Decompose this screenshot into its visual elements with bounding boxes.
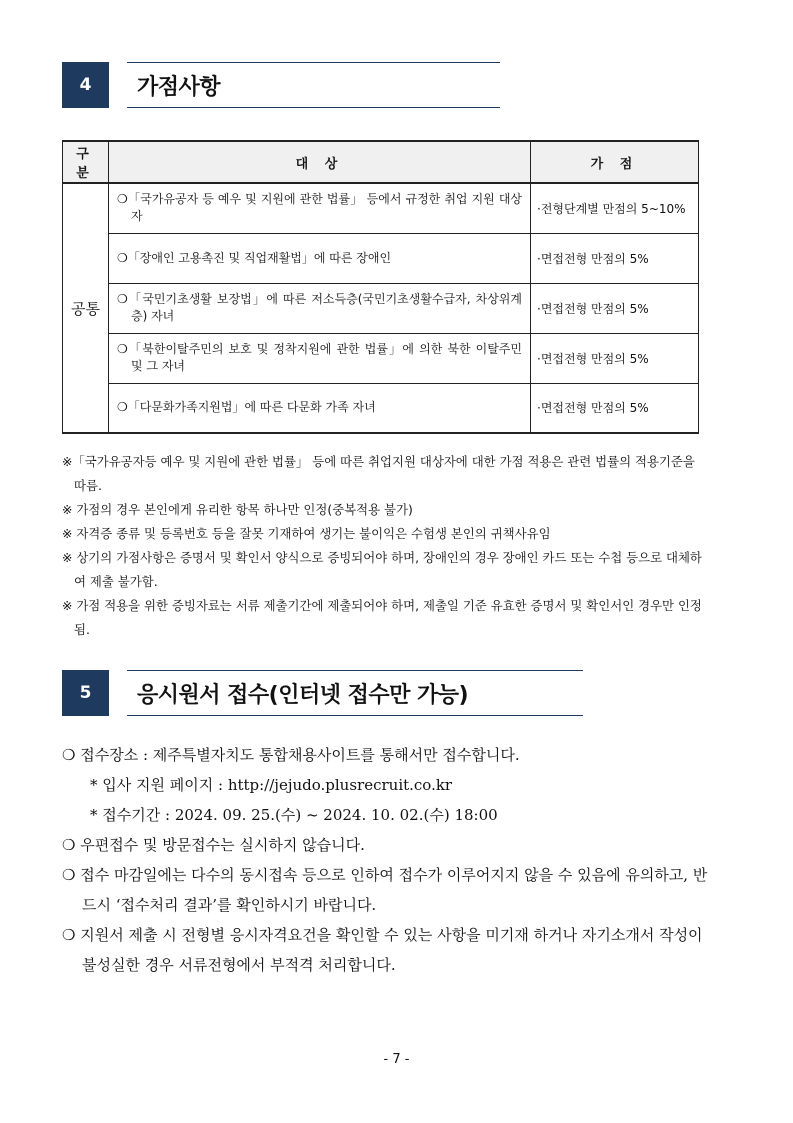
bullet-item: ❍ 접수 마감일에는 다수의 동시접속 등으로 인하여 접수가 이루어지지 않을 수 있음에 유의하고, 반드시 ‘접수처리 결과’를 확인하시기 바랍니다. [62, 866, 708, 914]
table-row [63, 333, 699, 383]
target-text: ❍「다문화가족지원법」에 따른 다문화 가족 자녀 [117, 400, 376, 415]
sub-item-apply-period: * 접수기간 : 2024. 09. 25.(수) ~ 2024. 10. 02.(수) 18:00 [90, 806, 498, 824]
section-title: 응시원서 접수(인터넷 접수만 가능) [127, 670, 583, 716]
header-category: 구 분 [63, 141, 109, 183]
points-cell: ·면접전형 만점의 5% [531, 383, 699, 433]
points-cell: ·면접전형 만점의 5% [531, 233, 699, 283]
target-cell [109, 283, 531, 333]
application-info [62, 740, 712, 980]
page-number: - 7 - [383, 1052, 410, 1067]
table-row [63, 233, 699, 283]
header-points: 가 점 [531, 141, 699, 183]
section-number-badge: 5 [62, 670, 109, 716]
bullet-item: ❍ 우편접수 및 방문접수는 실시하지 않습니다. [62, 836, 365, 854]
table-row [63, 183, 699, 233]
bonus-points-table [62, 140, 699, 434]
table-header-row [63, 141, 699, 183]
bullet-item: ❍ 지원서 제출 시 전형별 응시자격요건을 확인할 수 있는 사항을 미기재 하거나 자기소개서 작성이 불성실한 경우 서류전형에서 부적격 처리합니다. [62, 926, 703, 974]
section-title: 가점사항 [127, 62, 500, 108]
target-cell [109, 333, 531, 383]
notes-list [62, 450, 702, 642]
table-row [63, 383, 699, 433]
points-cell: ·면접전형 만점의 5% [531, 283, 699, 333]
target-text: ❍「장애인 고용촉진 및 직업재활법」에 따른 장애인 [117, 250, 392, 265]
table-row [63, 283, 699, 333]
points-cell: ·전형단계별 만점의 5~10% [531, 183, 699, 233]
header-target: 대 상 [109, 141, 531, 183]
points-cell: ·면접전형 만점의 5% [531, 333, 699, 383]
category-cell: 공통 [63, 183, 109, 433]
target-text: ❍「국민기초생활 보장법」에 따른 저소득층(국민기초생활수급자, 차상위계층) 자녀 [117, 292, 522, 323]
target-text: ❍「북한이탈주민의 보호 및 정착지원에 관한 법률」에 의한 북한 이탈주민 및 그 자녀 [117, 342, 522, 373]
target-text: ❍「국가유공자 등 예우 및 지원에 관한 법률」 등에서 규정한 취업 지원 대상자 [117, 192, 522, 224]
note-item: ※ 가점 적용을 위한 증빙자료는 서류 제출기간에 제출되어야 하며, 제출일 기준 유효한 증명서 및 확인서인 경우만 인정됨. [62, 598, 702, 637]
section-number-badge: 4 [62, 62, 109, 108]
note-item: ※ 자격증 종류 및 등록번호 등을 잘못 기재하여 생기는 불이익은 수험생 본인의 귀책사유임 [62, 526, 551, 541]
target-cell [109, 383, 531, 433]
note-item: ※ 가점의 경우 본인에게 유리한 항목 하나만 인정(중복적용 불가) [62, 502, 413, 517]
note-item: ※「국가유공자등 예우 및 지원에 관한 법률」 등에 따른 취업지원 대상자에 대한 가점 적용은 관련 법률의 적용기준을 따름. [62, 454, 695, 493]
sub-item-apply-page: * 입사 지원 페이지 : http://jejudo.plusrecruit.co.kr [90, 776, 453, 794]
bullet-item: ❍ 접수장소 : 제주특별자치도 통합채용사이트를 통해서만 접수합니다. [62, 746, 520, 764]
note-item: ※ 상기의 가점사항은 증명서 및 확인서 양식으로 증빙되어야 하며, 장애인의 경우 장애인 카드 또는 수첩 등으로 대체하여 제출 불가함. [62, 550, 702, 589]
target-cell [109, 183, 531, 233]
target-cell [109, 233, 531, 283]
